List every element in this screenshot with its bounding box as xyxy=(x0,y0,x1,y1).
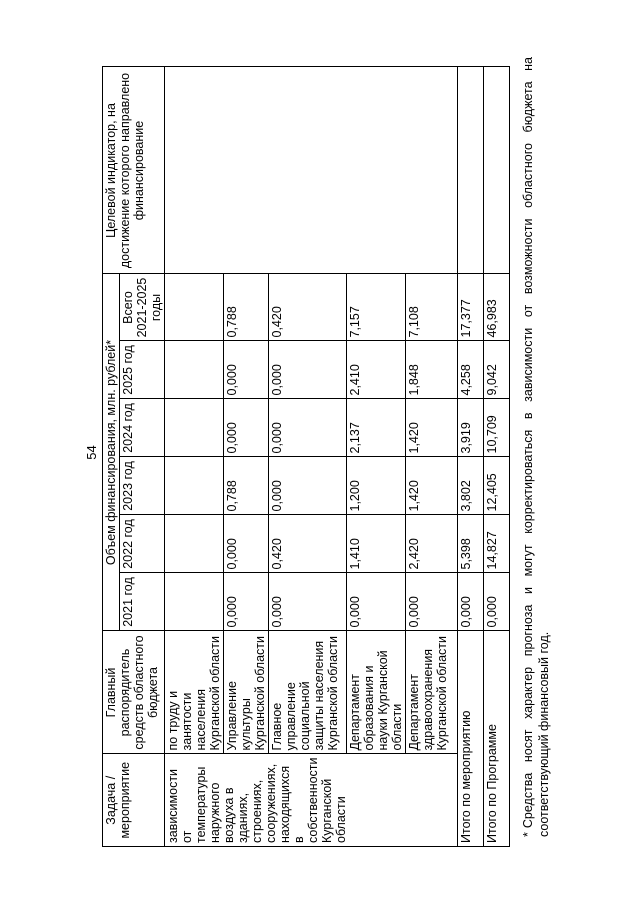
value-cell: 0,788 xyxy=(224,274,269,341)
value-cell: 2,420 xyxy=(406,515,458,573)
value-cell: 5,398 xyxy=(458,515,484,573)
value-cell: 10,709 xyxy=(484,399,510,457)
indicator-cell xyxy=(484,67,510,274)
indicator-cell xyxy=(458,67,484,274)
value-cell: 4,258 xyxy=(458,341,484,399)
table-row xyxy=(165,67,224,847)
value-cell: 0,788 xyxy=(224,457,269,515)
distributor-cell: Управление культуры Курганской области xyxy=(224,631,269,754)
funding-table xyxy=(102,67,510,848)
value-cell: 0,000 xyxy=(406,573,458,631)
header-task: Задача / мероприятие xyxy=(103,754,165,847)
value-cell: 1,420 xyxy=(406,399,458,457)
value-cell xyxy=(165,399,224,457)
value-cell xyxy=(165,274,224,341)
header-year: 2023 год xyxy=(120,457,165,515)
value-cell: 3,919 xyxy=(458,399,484,457)
value-cell: 7,157 xyxy=(347,274,406,341)
distributor-cell: Департамент здравоохранения Курганской области xyxy=(406,631,458,754)
value-cell: 0,000 xyxy=(224,341,269,399)
indicator-cell xyxy=(165,67,458,274)
header-year: 2024 год xyxy=(120,399,165,457)
value-cell: 0,000 xyxy=(484,573,510,631)
value-cell: 0,000 xyxy=(224,399,269,457)
header-year: 2021 год xyxy=(120,573,165,631)
value-cell: 17,377 xyxy=(458,274,484,341)
total-label: Итого по мероприятию xyxy=(458,631,484,847)
value-cell: 0,000 xyxy=(224,515,269,573)
value-cell: 12,405 xyxy=(484,457,510,515)
value-cell: 46,983 xyxy=(484,274,510,341)
value-cell: 0,000 xyxy=(269,399,347,457)
value-cell: 1,420 xyxy=(406,457,458,515)
value-cell: 7,108 xyxy=(406,274,458,341)
total-row xyxy=(484,67,510,847)
header-distributor: Главный распорядитель средств областного бюджета xyxy=(103,631,165,754)
total-row xyxy=(458,67,484,847)
value-cell: 0,420 xyxy=(269,515,347,573)
value-cell: 0,000 xyxy=(458,573,484,631)
footnote-text: Средства носят характер прогноза и могут корректироваться в зависимости от возможности областного бюджета на соответствующий финансовый год. xyxy=(521,57,551,837)
distributor-cell: по труду и занятости населения Курганской области xyxy=(165,631,224,754)
value-cell: 0,000 xyxy=(269,457,347,515)
value-cell: 9,042 xyxy=(484,341,510,399)
footnote-mark: * xyxy=(521,832,535,837)
value-cell: 2,410 xyxy=(347,341,406,399)
value-cell: 2,137 xyxy=(347,399,406,457)
value-cell: 0,420 xyxy=(269,274,347,341)
value-cell: 1,200 xyxy=(347,457,406,515)
table-header-row xyxy=(103,67,120,847)
value-cell: 0,000 xyxy=(347,573,406,631)
value-cell xyxy=(165,573,224,631)
distributor-cell: Департамент образования и науки Курганской области xyxy=(347,631,406,754)
header-indicator: Целевой индикатор, на достижение которого направлено финансирование xyxy=(103,67,165,274)
header-total-years: Всего 2021-2025 годы xyxy=(120,274,165,341)
value-cell xyxy=(165,457,224,515)
value-cell: 1,848 xyxy=(406,341,458,399)
value-cell xyxy=(165,341,224,399)
distributor-cell: Главное управление социальной защиты населения Курганской области xyxy=(269,631,347,754)
value-cell: 0,000 xyxy=(269,341,347,399)
footnote xyxy=(520,57,552,837)
task-cell: зависимости от температуры наружного воздуха в зданиях, строениях, сооружениях, находящихся в собственности Курганской области xyxy=(165,754,458,847)
value-cell: 3,802 xyxy=(458,457,484,515)
value-cell: 0,000 xyxy=(269,573,347,631)
value-cell xyxy=(165,515,224,573)
header-year: 2025 год xyxy=(120,341,165,399)
page-number: 54 xyxy=(84,445,99,460)
total-label: Итого по Программе xyxy=(484,631,510,847)
header-year: 2022 год xyxy=(120,515,165,573)
value-cell: 14,827 xyxy=(484,515,510,573)
value-cell: 1,410 xyxy=(347,515,406,573)
header-funding: Объем финансирования, млн. рублей* xyxy=(103,274,120,631)
value-cell: 0,000 xyxy=(224,573,269,631)
